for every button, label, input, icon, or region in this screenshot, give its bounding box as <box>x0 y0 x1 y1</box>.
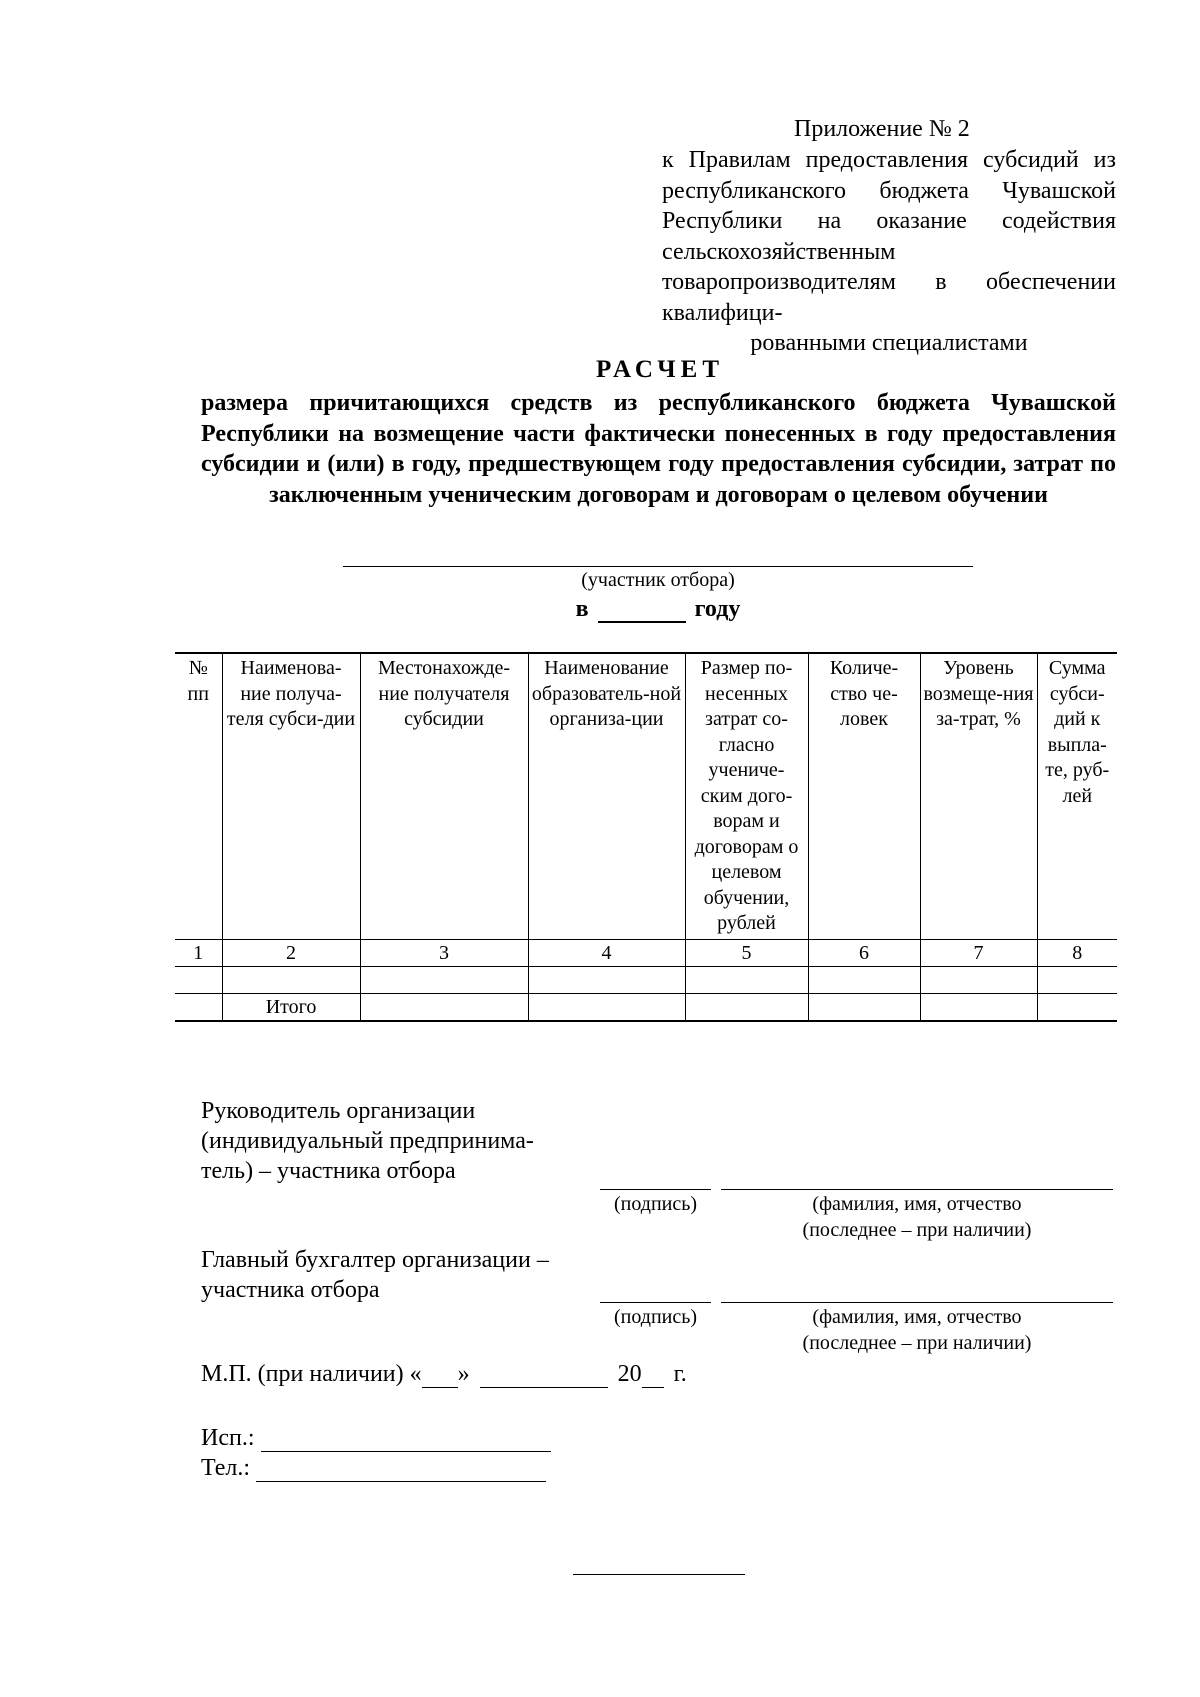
month-blank <box>480 1363 608 1388</box>
year-prefix: в <box>575 596 589 622</box>
phone-blank <box>256 1457 546 1482</box>
table-cell <box>222 967 360 994</box>
header-cell-subsidy-amount: Сумма субси-дий к выпла-те, руб-лей <box>1037 653 1117 940</box>
stamp-suffix: г. <box>673 1361 687 1387</box>
table-column-numbers-row <box>175 940 1117 967</box>
column-number: 2 <box>222 940 360 967</box>
table-cell <box>528 994 685 1022</box>
accountant-name-line <box>721 1302 1113 1303</box>
phone-line <box>201 1455 546 1482</box>
accountant-label-line-1: Главный бухгалтер организации – <box>201 1247 549 1273</box>
head-name-caption-2: (последнее – при наличии) <box>802 1219 1032 1241</box>
column-number: 8 <box>1037 940 1117 967</box>
head-signature-caption: (подпись) <box>613 1193 698 1215</box>
header-cell-reimbursement-rate: Уровень возмеще-ния за-трат, % <box>920 653 1037 940</box>
day-blank <box>422 1363 458 1388</box>
column-number: 5 <box>685 940 808 967</box>
header-cell-people-count: Количе-ство че-ловек <box>808 653 920 940</box>
column-number: 4 <box>528 940 685 967</box>
head-label-line-1: Руководитель организации <box>201 1098 476 1124</box>
stamp-quote-close: » <box>457 1361 470 1387</box>
table-cell <box>808 967 920 994</box>
column-number: 1 <box>175 940 222 967</box>
accountant-signature-caption: (подпись) <box>613 1306 698 1328</box>
stamp-date-line <box>201 1361 687 1388</box>
header-cell-recipient-location: Местонахожде-ние получателя субсидии <box>360 653 528 940</box>
participant-fill-line <box>343 566 973 567</box>
table-cell <box>1037 994 1117 1022</box>
column-number: 3 <box>360 940 528 967</box>
accountant-name-caption-1: (фамилия, имя, отчество <box>812 1306 1022 1328</box>
stamp-prefix: М.П. (при наличии) « <box>201 1361 422 1387</box>
appendix-text-body: к Правилам предоставления субсидий из республиканского бюджета Чувашской Республики на оказание содействия сельскохозяйственным товаропроизводителям в обеспечении квалифици- <box>662 147 1116 326</box>
year-line <box>343 596 973 623</box>
table-cell <box>1037 967 1117 994</box>
participant-caption: (участник отбора) <box>581 569 735 591</box>
accountant-label-line-2: участника отбора <box>201 1277 380 1303</box>
table-total-row <box>175 994 1117 1022</box>
phone-label: Тел.: <box>201 1455 251 1481</box>
accountant-signature-line <box>600 1302 711 1303</box>
executor-blank <box>261 1427 551 1452</box>
table-cell <box>175 967 222 994</box>
appendix-text <box>662 145 1116 359</box>
table-cell <box>360 994 528 1022</box>
table-cell <box>685 994 808 1022</box>
head-label-line-3: тель) – участника отбора <box>201 1158 456 1184</box>
year-blank <box>642 1363 664 1388</box>
column-number: 6 <box>808 940 920 967</box>
calculation-table <box>175 652 1117 1022</box>
head-name-caption-1: (фамилия, имя, отчество <box>812 1193 1022 1215</box>
header-cell-education-org: Наименование образователь-ной организа-ции <box>528 653 685 940</box>
table-cell <box>685 967 808 994</box>
table-cell <box>808 994 920 1022</box>
table-cell <box>175 994 222 1022</box>
table-row <box>175 967 1117 994</box>
year-suffix: году <box>694 596 741 622</box>
document-title: РАСЧЕТ <box>595 356 724 383</box>
head-signature-line <box>600 1189 711 1190</box>
table-header-row <box>175 653 1117 940</box>
footer-rule <box>573 1574 745 1575</box>
appendix-text-last: рованными специалистами <box>750 330 1028 356</box>
executor-line <box>201 1425 551 1452</box>
total-label: Итого <box>222 994 360 1022</box>
table-cell <box>360 967 528 994</box>
document-subtitle: размера причитающихся средств из республиканского бюджета Чувашской Республики на возмещение части фактически понесенных в году предоставления субсидии и (или) в году, предшествующем году предоставления субсидии, затрат по заключенным ученическим договорам и договорам о целевом обучении <box>201 390 1116 508</box>
stamp-year: 20 <box>617 1361 642 1387</box>
head-name-line <box>721 1189 1113 1190</box>
executor-label: Исп.: <box>201 1425 255 1451</box>
header-cell-recipient-name: Наименова-ние получа-теля субси-дии <box>222 653 360 940</box>
column-number: 7 <box>920 940 1037 967</box>
table-cell <box>920 994 1037 1022</box>
table-cell <box>920 967 1037 994</box>
header-cell-costs: Размер по-несенных затрат со-гласно учениче-ским дого-ворам и договорам о целевом обучении, рублей <box>685 653 808 940</box>
table-cell <box>528 967 685 994</box>
appendix-title: Приложение № 2 <box>794 116 970 142</box>
header-cell-number: № пп <box>175 653 222 940</box>
accountant-name-caption-2: (последнее – при наличии) <box>802 1332 1032 1354</box>
head-label-line-2: (индивидуальный предпринима- <box>201 1128 534 1154</box>
year-blank <box>598 597 686 623</box>
